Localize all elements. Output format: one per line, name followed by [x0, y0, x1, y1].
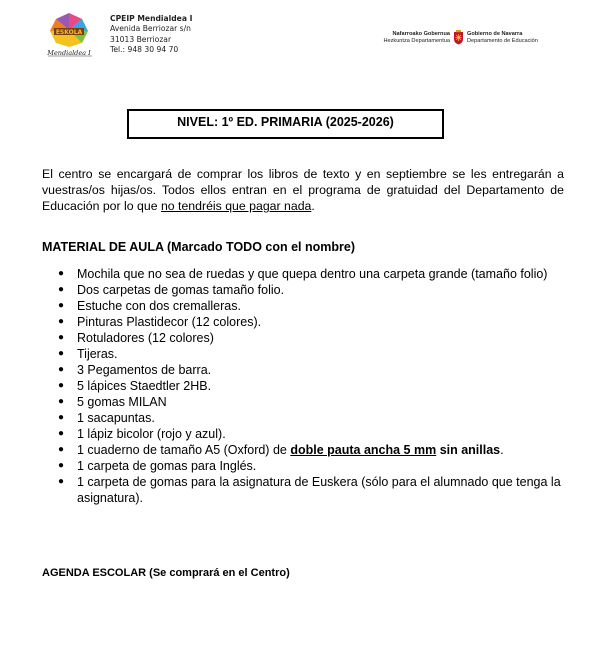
level-heading: NIVEL: 1º ED. PRIMARIA (2025-2026) [127, 109, 444, 139]
list-item: ● Estuche con dos cremalleras. [58, 299, 241, 313]
gov-right-line2: Departamento de Educación [467, 38, 538, 44]
bullet-icon: ● [58, 300, 65, 311]
bullet-icon: ● [58, 396, 65, 407]
bullet-icon: ● [58, 332, 65, 343]
school-address-line1: Avenida Berriozar s/n [110, 24, 191, 34]
material-list [42, 266, 564, 506]
notebook-no-rings-emphasis: sin anillas [439, 443, 501, 457]
list-item: ● 1 carpeta de gomas para Inglés. [58, 459, 257, 473]
list-item: ● 5 lápices Staedtler 2HB. [58, 379, 212, 393]
list-item: ● Tijeras. [58, 347, 118, 361]
bullet-icon: ● [58, 380, 65, 391]
government-basque-name [375, 31, 450, 45]
school-logo-text: Mendialdea I [47, 49, 91, 57]
school-phone: Tel.: 948 30 94 70 [110, 45, 179, 55]
bullet-icon: ● [58, 476, 65, 487]
svg-text:ESKOLA: ESKOLA [55, 29, 83, 36]
bullet-icon: ● [58, 460, 65, 471]
intro-end: . [311, 199, 315, 213]
agenda-section-title: AGENDA ESCOLAR (Se comprará en el Centro) [42, 567, 290, 579]
list-item: ● Mochila que no sea de ruedas y que quepa dentro una carpeta grande (tamaño folio) [58, 267, 548, 281]
list-item: ● 1 carpeta de gomas para la asignatura de Euskera (sólo para el alumnado que tenga la asignatura). [58, 475, 561, 505]
bullet-icon: ● [58, 364, 65, 375]
intro-text: El centro se encargará de comprar los libros de texto y en septiembre se les entregarán a vuestras/os hijas/os. Todos ellos entran en el programa de gratuidad del Departamento de Educación por lo que [42, 167, 564, 213]
gov-left-line2: Hezkuntza Departamentua [383, 38, 450, 44]
bullet-icon: ● [58, 348, 65, 359]
list-item-notebook: ● 1 cuaderno de tamaño A5 (Oxford) de doble pauta ancha 5 mm sin anillas. [58, 443, 504, 457]
list-item: ● Dos carpetas de gomas tamaño folio. [58, 283, 285, 297]
navarra-shield-icon [453, 30, 464, 45]
bullet-icon: ● [58, 428, 65, 439]
school-address-line2: 31013 Berriozar [110, 34, 172, 44]
list-item: ● Pinturas Plastidecor (12 colores). [58, 315, 262, 329]
list-item: ● 1 lápiz bicolor (rojo y azul). [58, 427, 226, 441]
list-item: ● Rotuladores (12 colores) [58, 331, 214, 345]
government-spanish-name [467, 31, 538, 45]
list-item: ● 5 gomas MILAN [58, 395, 167, 409]
bullet-icon: ● [58, 316, 65, 327]
intro-paragraph [42, 166, 564, 214]
gov-right-line1: Gobierno de Navarra [467, 31, 523, 37]
school-info [110, 14, 192, 56]
bullet-icon: ● [58, 444, 65, 455]
bullet-icon: ● [58, 284, 65, 295]
letterhead [0, 0, 592, 70]
bullet-icon: ● [58, 412, 65, 423]
list-item: ● 1 sacapuntas. [58, 411, 155, 425]
school-name: CPEIP Mendialdea I [110, 14, 193, 23]
intro-underlined-text: no tendréis que pagar nada [160, 199, 312, 213]
gov-left-line1: Nafarroako Gobernua [392, 31, 450, 37]
bullet-icon: ● [58, 268, 65, 279]
notebook-ruling-emphasis: doble pauta ancha 5 mm [290, 443, 437, 457]
list-item: ● 3 Pegamentos de barra. [58, 363, 212, 377]
school-logo [42, 11, 96, 59]
material-section-title: MATERIAL DE AULA (Marcado TODO con el nombre) [42, 240, 355, 254]
